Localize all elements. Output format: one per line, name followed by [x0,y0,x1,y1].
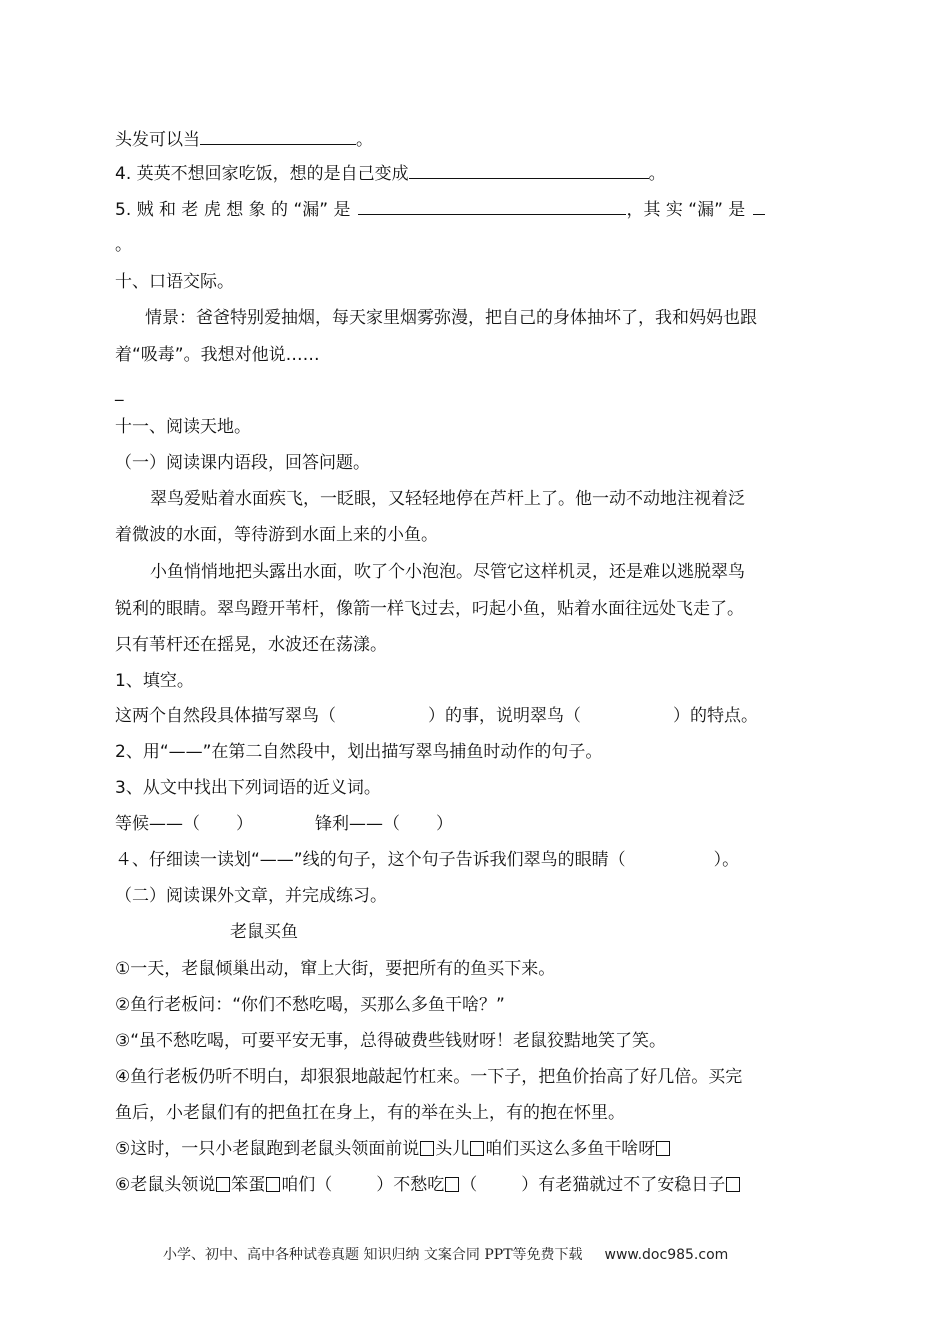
answer-blank[interactable] [409,162,649,179]
text: 。 [356,130,373,150]
article-paragraph-5 [115,1138,671,1160]
footer-url[interactable]: www.doc985.com [604,1247,729,1263]
page-footer [163,1244,728,1264]
text: 这两个自然段具体描写翠鸟（ [115,706,336,726]
question-5 [115,198,765,221]
text: ⑤这时，一只小老鼠跑到老鼠头领面前说 [115,1139,420,1159]
reading-line: 着微波的水面，等待游到水面上来的小鱼。 [115,525,438,545]
text: ，其 实 “漏” 是 [626,200,746,220]
subsection-heading-2: （二）阅读课外文章，并完成练习。 [115,886,387,906]
article-paragraph-3: ③“虽不愁吃喝，可要平安无事，总得破费些钱财呀！老鼠狡黠地笑了笑。 [115,1031,667,1051]
question-3-fill [115,813,453,835]
text: 咱们买这么多鱼干啥呀 [485,1139,656,1159]
paragraph-line: 情景：爸爸特别爱抽烟，每天家里烟雾弥漫，把自己的身体抽坏了，我和妈妈也跟 [145,308,757,328]
article-paragraph-1: ①一天，老鼠倾巢出动，窜上大街，要把所有的鱼买下来。 [115,959,556,979]
text: ）。 [713,850,740,870]
punctuation-box[interactable] [216,1177,230,1192]
answer-blank[interactable] [753,198,765,215]
text: ）的特点。 [673,706,758,726]
question-5-end: 。 [115,235,132,255]
article-paragraph-2: ②鱼行老板问：“你们不愁吃喝，买那么多鱼干啥？” [115,995,505,1015]
reading-line: 翠鸟爱贴着水面疾飞，一眨眼，又轻轻地停在芦杆上了。他一动不动地注视着泛 [150,489,745,509]
text: 等候——（ [115,814,200,834]
text: ） [236,814,253,834]
punctuation-box[interactable] [470,1141,484,1156]
article-paragraph-6 [115,1174,741,1196]
text: ） [436,814,453,834]
reading-line: 小鱼悄悄地把头露出水面，吹了个小泡泡。尽管它这样机灵，还是难以逃脱翠鸟 [150,562,745,582]
subsection-heading-1: （一）阅读课内语段，回答问题。 [115,453,370,473]
paragraph-line: 着“吸毒”。我想对他说…… [115,345,320,365]
reading-line: 锐利的眼睛。翠鸟蹬开苇杆，像箭一样飞过去，叼起小鱼，贴着水面往远处飞走了。 [115,599,744,619]
text: 咱们（ [281,1175,333,1195]
text: （ [460,1175,478,1195]
punctuation-box[interactable] [726,1177,740,1192]
text: 头儿 [435,1139,470,1159]
question-2: 2、用“——”在第二自然段中，划出描写翠鸟捕鱼时动作的句子。 [115,742,603,762]
punctuation-box[interactable] [445,1177,459,1192]
text: 5. 贼 和 老 虎 想 象 的 “漏” 是 [115,200,351,220]
fill-line-hair [115,128,373,151]
punctuation-box[interactable] [656,1141,670,1156]
text: 锋利——（ [315,814,400,834]
section-heading-10: 十、口语交际。 [115,272,234,292]
text: 。 [648,164,666,184]
answer-blank[interactable] [200,128,356,145]
text: ）的事，说明翠鸟（ [428,706,581,726]
answer-blank[interactable] [358,198,626,215]
text: 4. 英英不想回家吃饭，想的是自己变成 [115,164,409,184]
answer-dash: _ [115,382,124,402]
text: ）不愁吃 [376,1175,445,1195]
question-1: 1、填空。 [115,671,194,691]
text: ⑥老鼠头领说 [115,1175,216,1195]
text: 笨蛋 [231,1175,266,1195]
question-4 [115,162,666,185]
punctuation-box[interactable] [420,1141,434,1156]
article-paragraph-4-cont: 鱼后，小老鼠们有的把鱼扛在身上，有的举在头上，有的抱在怀里。 [115,1103,625,1123]
punctuation-box[interactable] [266,1177,280,1192]
footer-text: 小学、初中、高中各种试卷真题 知识归纳 文案合同 PPT等免费下载 [163,1247,583,1263]
reading-line: 只有苇杆还在摇晃，水波还在荡漾。 [115,635,387,655]
text: ）有老猫就过不了安稳日子 [521,1175,726,1195]
question-1-fill [115,705,758,727]
question-3: 3、从文中找出下列词语的近义词。 [115,778,381,798]
article-title: 老鼠买鱼 [230,922,298,942]
question-4-reading [115,849,739,871]
text: 头发可以当 [115,130,200,150]
article-paragraph-4: ④鱼行老板仍听不明白，却狠狠地敲起竹杠来。一下子，把鱼价抬高了好几倍。买完 [115,1067,743,1087]
text: ４、仔细读一读划“——”线的句子，这个句子告诉我们翠鸟的眼睛（ [115,850,626,870]
section-heading-11: 十一、阅读天地。 [115,417,251,437]
